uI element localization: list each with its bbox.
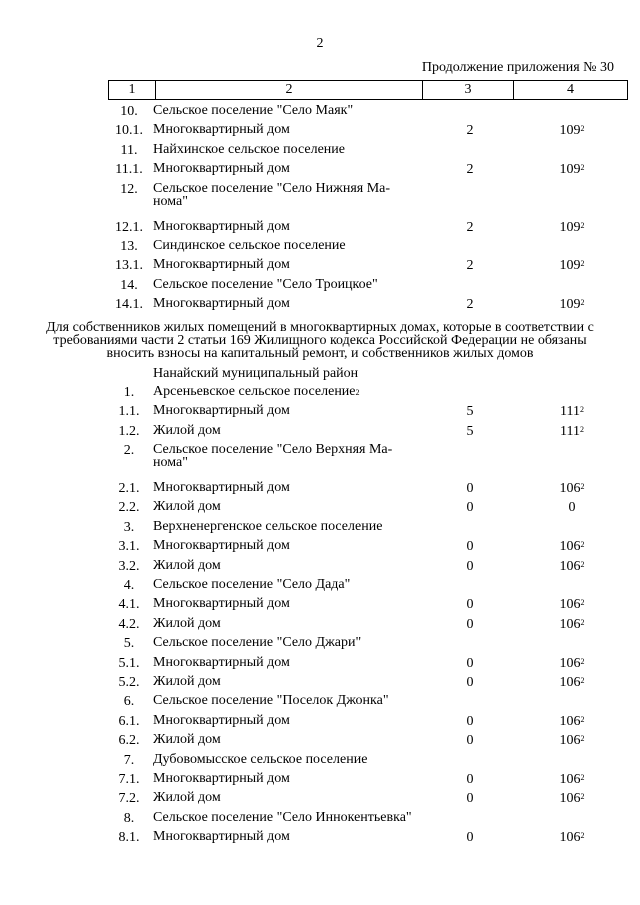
- row-name-text: Многоквартирный дом: [153, 829, 290, 845]
- row-name: [153, 753, 423, 766]
- row-col-3: 0: [466, 500, 474, 516]
- row-name-text: Многоквартирный дом: [153, 161, 290, 177]
- row-name-text: Многоквартирный дом: [153, 218, 290, 234]
- table-row: [0, 578, 640, 597]
- row-col-4: [540, 559, 604, 575]
- row-name-text: Многоквартирный дом: [153, 480, 290, 496]
- row-number: 8.: [123, 810, 135, 826]
- row-name: [153, 424, 423, 437]
- row-name: [153, 539, 423, 552]
- row-col-4: [540, 424, 604, 440]
- row-col-4: [540, 258, 604, 274]
- row-col-3: 2: [466, 297, 474, 313]
- row-name-text: Жилой дом: [153, 790, 221, 806]
- table-row: [0, 830, 640, 849]
- header-col-2: 2: [156, 81, 423, 100]
- row-col-4-value: 106: [559, 481, 581, 497]
- row-number: 3.1.: [118, 539, 140, 555]
- table-row: [0, 404, 640, 423]
- row-name: [153, 220, 423, 233]
- section-heading: Для собственников жилых помещений в многоквартирных домах, которые в соответствии с требованиями части 2 статьи 169 Жилищного кодекса Российской Федерации не обязаны вносить взносы на капитальный ремонт, и собственников жилых домов: [46, 319, 594, 361]
- row-name-text: Многоквартирный дом: [153, 654, 290, 670]
- row-name: [153, 636, 423, 649]
- rows-part-1: [0, 104, 640, 317]
- row-col-4: [540, 714, 604, 730]
- row-name-text: Сельское поселение "Село Иннокентьевка": [153, 809, 412, 825]
- row-col-3: 0: [466, 771, 474, 787]
- row-name-text: Сельское поселение "Село Троицкое": [153, 276, 378, 292]
- row-name: [153, 239, 423, 252]
- row-name: [153, 617, 423, 630]
- table-row: [0, 520, 640, 539]
- row-name-text: Сельское поселение "Село Джари": [153, 635, 362, 651]
- header-col-4: 4: [514, 81, 628, 100]
- row-name: [153, 811, 423, 824]
- footnote-mark: 2: [580, 298, 585, 308]
- row-name: [153, 143, 423, 156]
- row-col-3: 0: [466, 597, 474, 613]
- footnote-mark: 2: [580, 559, 585, 569]
- row-col-4: [540, 675, 604, 691]
- table-row: [0, 753, 640, 772]
- footnote-mark: 2: [580, 617, 585, 627]
- row-col-4-value: 106: [559, 597, 581, 613]
- footnote-mark: 2: [579, 405, 584, 415]
- table-row: [0, 714, 640, 733]
- footnote-mark: 2: [580, 220, 585, 230]
- row-name-text: Жилой дом: [153, 732, 221, 748]
- table-row: [0, 162, 640, 181]
- row-col-3: 0: [466, 558, 474, 574]
- footnote-mark: 2: [580, 734, 585, 744]
- row-col-3: 5: [466, 404, 474, 420]
- footnote-mark: 2: [580, 714, 585, 724]
- table-row: [0, 772, 640, 791]
- row-number: 1.: [123, 384, 135, 400]
- row-col-4-value: 106: [559, 771, 581, 787]
- row-col-4-value: 111: [560, 423, 580, 439]
- row-col-4-value: 109: [559, 297, 581, 313]
- footnote-mark: 2: [580, 598, 585, 608]
- row-col-4: [540, 162, 604, 178]
- row-name-text: Сельское поселение "Поселок Джонка": [153, 693, 389, 709]
- row-col-3: 2: [466, 123, 474, 139]
- row-name-text: Арсеньевское сельское поселение: [153, 383, 356, 399]
- row-number: 4.2.: [118, 616, 140, 632]
- row-name-text: Многоквартирный дом: [153, 712, 290, 728]
- row-name: [153, 830, 423, 843]
- table-row: [0, 617, 640, 636]
- row-name-text: Многоквартирный дом: [153, 770, 290, 786]
- row-number: 12.1.: [115, 219, 143, 235]
- row-number: 6.1.: [118, 713, 140, 729]
- table-row: [0, 104, 640, 123]
- row-col-4: [540, 404, 604, 420]
- table-row: [0, 123, 640, 142]
- row-col-3: 0: [466, 713, 474, 729]
- row-number: 10.1.: [115, 123, 143, 139]
- row-number: 6.: [123, 694, 135, 710]
- row-number: 5.1.: [118, 655, 140, 671]
- table-row: [0, 597, 640, 616]
- row-number: 5.: [123, 636, 135, 652]
- row-col-4: [540, 297, 604, 313]
- row-name-text: Жилой дом: [153, 499, 221, 515]
- row-col-4-value: 106: [559, 539, 581, 555]
- row-name-text: Многоквартирный дом: [153, 596, 290, 612]
- row-col-4: [540, 656, 604, 672]
- row-number: 7.: [123, 752, 135, 768]
- table-row: [0, 443, 640, 481]
- rows-part-2: [0, 385, 640, 850]
- row-name: [153, 182, 423, 208]
- row-name: [153, 500, 423, 513]
- row-col-3: 2: [466, 258, 474, 274]
- row-name: [153, 772, 423, 785]
- table-row: [0, 182, 640, 220]
- row-name-text: Жилой дом: [153, 615, 221, 631]
- row-name: [153, 443, 423, 469]
- footnote-mark: 2: [580, 163, 585, 173]
- table-row: [0, 675, 640, 694]
- footnote-mark: 2: [580, 675, 585, 685]
- table-row: [0, 656, 640, 675]
- row-col-4-value: 0: [568, 500, 576, 516]
- row-col-3: 2: [466, 219, 474, 235]
- row-name: [153, 278, 423, 291]
- row-col-3: 0: [466, 539, 474, 555]
- table-row: [0, 258, 640, 277]
- row-name: [153, 162, 423, 175]
- footnote-mark: 2: [580, 831, 585, 841]
- row-col-3: 0: [466, 481, 474, 497]
- row-col-4-value: 111: [560, 404, 580, 420]
- row-col-4: [540, 597, 604, 613]
- page-number: 2: [316, 36, 324, 51]
- row-name: [153, 791, 423, 804]
- row-name: [153, 297, 423, 310]
- row-number: 10.: [120, 104, 138, 119]
- footnote-mark: 2: [355, 387, 360, 397]
- row-name: [153, 258, 423, 271]
- row-name-text: Сельское поселение "Село Дада": [153, 577, 351, 593]
- row-col-4: [540, 830, 604, 846]
- row-name-text: Верхненергенское сельское поселение: [153, 518, 383, 534]
- row-name-text: Жилой дом: [153, 422, 221, 438]
- row-col-4-value: 109: [559, 123, 581, 139]
- table-row: [0, 297, 640, 316]
- row-col-4: [540, 733, 604, 749]
- row-name-text: Сельское поселение "Село Нижняя Ма- нома": [153, 180, 391, 209]
- row-name: [153, 714, 423, 727]
- footnote-mark: 2: [580, 656, 585, 666]
- row-name: [153, 123, 423, 136]
- table-row: [0, 811, 640, 830]
- district-name: Нанайский муниципальный район: [153, 365, 359, 381]
- row-number: 4.1.: [118, 597, 140, 613]
- row-name: [153, 578, 423, 591]
- table-row: [0, 559, 640, 578]
- row-col-4-value: 106: [559, 713, 581, 729]
- row-number: 4.: [123, 578, 135, 594]
- row-number: 6.2.: [118, 733, 140, 749]
- row-name-text: Найхинское сельское поселение: [153, 141, 345, 157]
- row-col-4-value: 106: [559, 616, 581, 632]
- table-row: [0, 481, 640, 500]
- district-heading: [0, 366, 640, 385]
- footnote-mark: 2: [580, 482, 585, 492]
- table-row: [0, 278, 640, 297]
- row-col-4-value: 109: [559, 258, 581, 274]
- row-name-text: Сельское поселение "Село Верхняя Ма- нома": [153, 442, 393, 471]
- row-number: 3.: [123, 519, 135, 535]
- row-col-4-value: 106: [559, 655, 581, 671]
- row-col-4-value: 106: [559, 830, 581, 846]
- row-col-4-value: 106: [559, 791, 581, 807]
- row-col-4: [540, 123, 604, 139]
- table-row: [0, 239, 640, 258]
- row-col-4: [540, 481, 604, 497]
- row-name: [153, 520, 423, 533]
- row-col-3: 5: [466, 423, 474, 439]
- row-col-4-value: 106: [559, 733, 581, 749]
- row-name-text: Многоквартирный дом: [153, 538, 290, 554]
- row-number: 13.1.: [115, 258, 143, 274]
- table-row: [0, 636, 640, 655]
- table-row: [0, 220, 640, 239]
- row-number: 13.: [120, 238, 138, 254]
- row-name: [153, 675, 423, 688]
- footnote-mark: 2: [580, 124, 585, 134]
- row-number: 2.: [123, 443, 135, 459]
- row-number: 14.1.: [115, 297, 143, 313]
- row-name: [153, 733, 423, 746]
- row-number: 1.1.: [118, 404, 140, 420]
- row-col-4: [540, 791, 604, 807]
- footnote-mark: 2: [580, 772, 585, 782]
- row-number: 11.1.: [115, 162, 143, 178]
- row-name-text: Синдинское сельское поселение: [153, 237, 346, 253]
- row-name-text: Дубовомысское сельское поселение: [153, 751, 368, 767]
- continuation-note: Продолжение приложения № 30: [421, 60, 614, 75]
- table-row: [0, 385, 640, 404]
- row-col-4: [540, 500, 604, 516]
- row-col-4: [540, 617, 604, 633]
- row-col-3: 0: [466, 674, 474, 690]
- row-col-3: 0: [466, 791, 474, 807]
- row-number: 2.1.: [118, 481, 140, 497]
- row-name: [153, 597, 423, 610]
- row-name-text: Многоквартирный дом: [153, 403, 290, 419]
- document-body: [0, 104, 640, 850]
- header-col-3: 3: [423, 81, 514, 100]
- row-name: [153, 656, 423, 669]
- row-name-text: Жилой дом: [153, 557, 221, 573]
- row-col-4: [540, 772, 604, 788]
- footnote-mark: 2: [579, 424, 584, 434]
- column-header-table: [108, 80, 628, 100]
- row-col-4-value: 109: [559, 162, 581, 178]
- row-name: [153, 481, 423, 494]
- row-col-3: 0: [466, 655, 474, 671]
- row-number: 2.2.: [118, 500, 140, 516]
- row-name: [153, 104, 423, 117]
- row-col-3: 0: [466, 616, 474, 632]
- row-name: [153, 385, 423, 398]
- row-col-4-value: 109: [559, 219, 581, 235]
- table-row: [0, 733, 640, 752]
- row-col-4-value: 106: [559, 674, 581, 690]
- row-col-3: 2: [466, 162, 474, 178]
- table-row: [0, 694, 640, 713]
- row-col-4: [540, 539, 604, 555]
- table-row: [0, 143, 640, 162]
- row-name-text: Жилой дом: [153, 673, 221, 689]
- row-name-text: Многоквартирный дом: [153, 296, 290, 312]
- row-number: 11.: [120, 142, 138, 158]
- row-col-4-value: 106: [559, 558, 581, 574]
- table-row: [0, 424, 640, 443]
- row-name: [153, 694, 423, 707]
- row-name-text: Сельское поселение "Село Маяк": [153, 103, 354, 118]
- row-number: 7.2.: [118, 791, 140, 807]
- row-name: [153, 559, 423, 572]
- footnote-mark: 2: [580, 259, 585, 269]
- table-row: [0, 791, 640, 810]
- row-number: 8.1.: [118, 830, 140, 846]
- header-col-1: 1: [109, 81, 156, 100]
- row-name-text: Многоквартирный дом: [153, 257, 290, 273]
- row-col-4: [540, 220, 604, 236]
- row-number: 7.1.: [118, 771, 140, 787]
- row-name: [153, 404, 423, 417]
- footnote-mark: 2: [580, 540, 585, 550]
- footnote-mark: 2: [580, 792, 585, 802]
- row-col-3: 0: [466, 733, 474, 749]
- table-row: [0, 539, 640, 558]
- row-number: 5.2.: [118, 674, 140, 690]
- row-number: 12.: [120, 181, 138, 197]
- row-number: 14.: [120, 277, 138, 293]
- table-row: [0, 500, 640, 519]
- row-name-text: Многоквартирный дом: [153, 122, 290, 138]
- row-col-3: 0: [466, 830, 474, 846]
- row-number: 3.2.: [118, 558, 140, 574]
- row-number: 1.2.: [118, 423, 140, 439]
